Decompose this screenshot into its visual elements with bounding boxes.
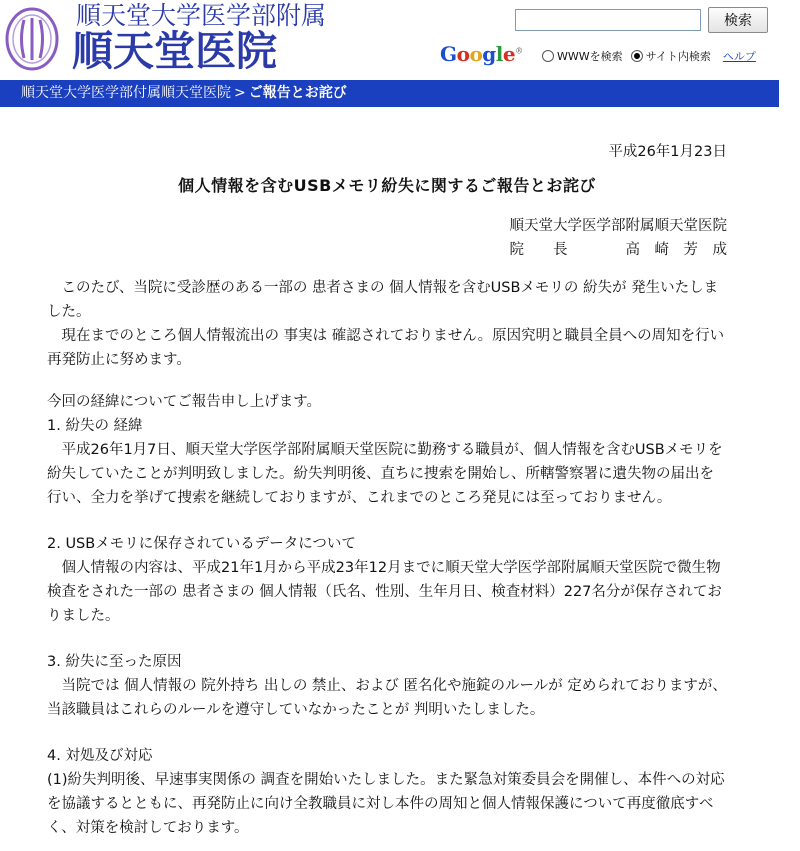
section-heading-2: 2. USBメモリに保存されているデータについて [47, 536, 356, 552]
section-body-3: 当院では 個人情報の 院外持ち 出しの 禁止、および 匿名化や施錠のルールが 定められておりますが、当該職員はこれらのルールを遵守していなかったことが 判明いたしました。 [47, 678, 727, 718]
breadcrumb-current: ご報告とお詫び [248, 85, 347, 101]
juntendo-logo-icon[interactable] [4, 6, 60, 72]
breadcrumb [0, 80, 779, 107]
radio-www[interactable] [542, 50, 554, 62]
google-logo: Google® [440, 42, 523, 66]
breadcrumb-home-link[interactable]: 順天堂大学医学部付属順天堂医院 [21, 85, 231, 101]
section-body-1: 平成26年1月7日、順天堂大学医学部附属順天堂医院に勤務する職員が、個人情報を含むUSBメモリを紛失していたことが判明致しました。紛失判明後、直ちに捜索を開始し、所轄警察署に遺失物の届出を行い、全力を挙げて捜索を継続しておりますが、これまでのところ発見には至っておりません。 [47, 442, 723, 506]
section-body-2: 個人情報の内容は、平成21年1月から平成23年12月までに順天堂大学医学部附属順天堂医院で微生物検査をされた一部の 患者さまの 個人情報（氏名、性別、生年月日、検査材料）227名分が保存されておりました。 [47, 560, 722, 624]
intro-paragraph-2: 現在までのところ個人情報流出の 事実は 確認されておりません。原因究明と職員全員への周知を行い 再発防止に努めます。 [47, 328, 725, 368]
section-heading-3: 3. 紛失に至った原因 [47, 654, 182, 670]
radio-www-label[interactable]: WWWを検索 [557, 50, 623, 63]
radio-site-label[interactable]: サイト内検索 [645, 50, 711, 63]
radio-site[interactable] [631, 50, 643, 62]
breadcrumb-separator: > [234, 85, 246, 101]
article-date: 平成26年1月23日 [608, 144, 727, 160]
article [47, 140, 727, 840]
section-body-4: (1)紛失判明後、早速事実関係の 調査を開始いたしました。また緊急対策委員会を開催し、本件への対応を協議するとともに、再発防止に向け全教職員に対し本件の周知と個人情報保護について再度徹底すべく、対策を検討しております。 [47, 772, 725, 836]
logo-title[interactable]: 順天堂医院 [72, 27, 277, 75]
section-heading-1: 1. 紛失の 経緯 [47, 418, 143, 434]
article-signer: 院 長 高 崎 芳 成 [509, 242, 727, 258]
search-input[interactable] [515, 9, 701, 31]
section-heading-4: 4. 対処及び対応 [47, 748, 153, 764]
search-button[interactable]: 検索 [708, 7, 768, 33]
intro-paragraph-1: このたび、当院に受診歴のある一部の 患者さまの 個人情報を含むUSBメモリの 紛失が 発生いたしました。 [47, 280, 719, 320]
search-scope-options [542, 48, 756, 64]
article-title: 個人情報を含むUSBメモリ紛失に関するご報告とお詫び [178, 176, 596, 195]
article-org: 順天堂大学医学部附属順天堂医院 [509, 218, 727, 234]
site-header [0, 0, 800, 78]
help-link[interactable]: ヘルプ [722, 50, 756, 63]
logo-subtitle[interactable]: 順天堂大学医学部附属 [76, 1, 327, 30]
lead-text: 今回の経緯についてご報告申し上げます。 [47, 394, 322, 410]
